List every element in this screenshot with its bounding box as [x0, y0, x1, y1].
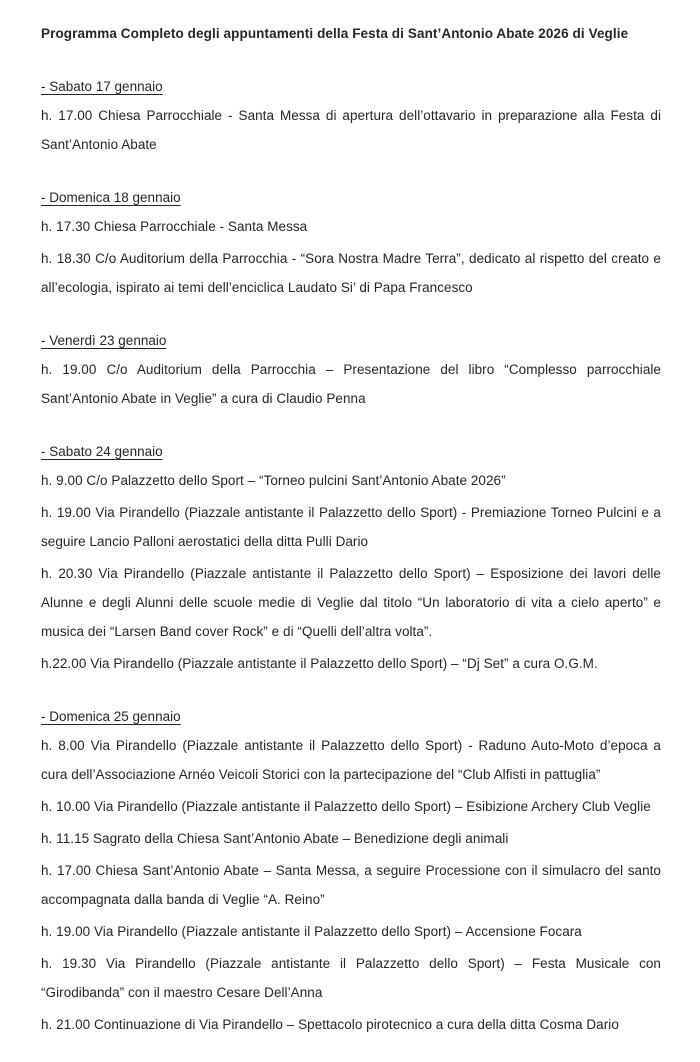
page-title: Programma Completo degli appuntamenti della Festa di Sant’Antonio Abate 2026 di Veglie	[41, 26, 629, 41]
program-day-section	[41, 326, 661, 413]
event-paragraph: h. 17.30 Chiesa Parrocchiale - Santa Messa	[41, 219, 308, 234]
event-paragraph: h. 18.30 C/o Auditorium della Parrocchia - “Sora Nostra Madre Terra”, dedicato al rispetto del creato e all’ecologia, ispirato ai temi dell’enciclica Laudato Si’ di Papa Francesco	[41, 251, 661, 295]
date-heading: - Sabato 24 gennaio	[41, 444, 163, 459]
event-paragraph: h. 11.15 Sagrato della Chiesa Sant’Antonio Abate – Benedizione degli animali	[41, 831, 509, 846]
events	[41, 212, 661, 302]
events	[41, 731, 661, 1039]
event-paragraph: h. 8.00 Via Pirandello (Piazzale antistante il Palazzetto dello Sport) - Raduno Auto-Moto d’epoca a cura dell’Associazione Arnéo Veicoli Storici con la partecipazione del “Club Alfisti in pattuglia”	[41, 738, 661, 782]
sections	[41, 72, 661, 1039]
event-paragraph: h. 9.00 C/o Palazzetto dello Sport – “Torneo pulcini Sant’Antonio Abate 2026”	[41, 473, 506, 488]
event-paragraph: h. 17.00 Chiesa Sant’Antonio Abate – Santa Messa, a seguire Processione con il simulacro del santo accompagnata dalla banda di Veglie “A. Reino”	[41, 863, 661, 907]
program-day-section	[41, 702, 661, 1039]
event-paragraph: h. 19.00 Via Pirandello (Piazzale antistante il Palazzetto dello Sport) - Premiazione Torneo Pulcini e a seguire Lancio Palloni aerostatici della ditta Pulli Dario	[41, 505, 661, 549]
event-paragraph: h. 17.00 Chiesa Parrocchiale - Santa Messa di apertura dell’ottavario in preparazione alla Festa di Sant’Antonio Abate	[41, 108, 661, 152]
program-day-section	[41, 72, 661, 159]
event-paragraph: h. 10.00 Via Pirandello (Piazzale antistante il Palazzetto dello Sport) – Esibizione Archery Club Veglie	[41, 799, 651, 814]
program-day-section	[41, 437, 661, 678]
event-paragraph: h. 19.00 Via Pirandello (Piazzale antistante il Palazzetto dello Sport) – Accensione Focara	[41, 924, 582, 939]
event-paragraph: h.22.00 Via Pirandello (Piazzale antistante il Palazzetto dello Sport) – “Dj Set” a cura O.G.M.	[41, 656, 598, 671]
program-day-section	[41, 183, 661, 302]
events	[41, 355, 661, 413]
event-paragraph: h. 19.30 Via Pirandello (Piazzale antistante il Palazzetto dello Sport) – Festa Musicale con “Girodibanda” con il maestro Cesare Dell’Anna	[41, 956, 661, 1000]
event-paragraph: h. 20.30 Via Pirandello (Piazzale antistante il Palazzetto dello Sport) – Esposizione dei lavori delle Alunne e degli Alunni delle scuole medie di Veglie dal titolo “Un laboratorio di vita a cielo aperto” e musica dei “Larsen Band cover Rock” e di “Quelli dell’altra volta”.	[41, 566, 661, 639]
events	[41, 466, 661, 678]
event-paragraph: h. 21.00 Continuazione di Via Pirandello – Spettacolo pirotecnico a cura della ditta Cosma Dario	[41, 1017, 619, 1032]
date-heading: - Sabato 17 gennaio	[41, 79, 163, 94]
date-heading: - Venerdì 23 gennaio	[41, 333, 167, 348]
date-heading: - Domenica 25 gennaio	[41, 709, 181, 724]
event-paragraph: h. 19.00 C/o Auditorium della Parrocchia – Presentazione del libro “Complesso parrocchiale Sant’Antonio Abate in Veglie” a cura di Claudio Penna	[41, 362, 661, 406]
date-heading: - Domenica 18 gennaio	[41, 190, 181, 205]
events	[41, 101, 661, 159]
